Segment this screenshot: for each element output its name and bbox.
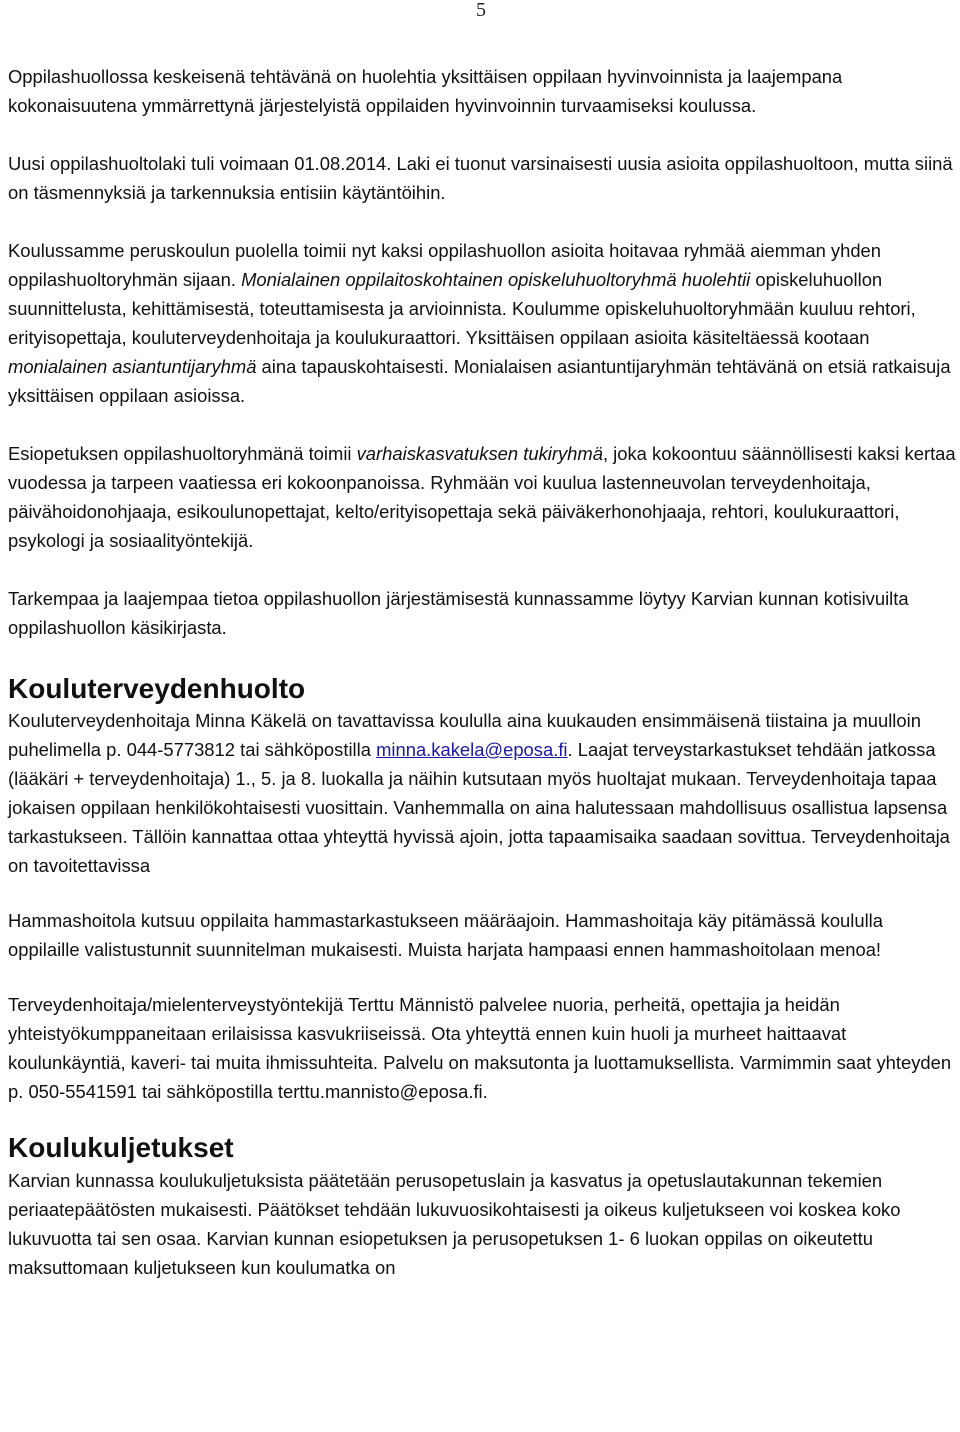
text-segment: Kouluterveydenhoitaja Minna Käkelä on tavattavissa koululla aina kuukauden ensimmäisenä tiistaina ja muulloin puhelimella p. 044-5773812 tai sähköpostilla bbox=[8, 710, 921, 760]
heading-school-transport: Koulukuljetukset bbox=[8, 1132, 234, 1163]
heading-school-health: Kouluterveydenhuolto bbox=[8, 673, 306, 704]
paragraph-preschool-group bbox=[8, 439, 956, 555]
paragraph-student-welfare-purpose: Oppilashuollossa keskeisenä tehtävänä on huolehtia yksittäisen oppilaan hyvinvoinnista ja laajempana kokonaisuutena ymmärrettynä järjestelyistä oppilaiden hyvinvoinnin turvaamiseksi koulussa. bbox=[8, 66, 843, 116]
italic-term-support-group: varhaiskasvatuksen tukiryhmä bbox=[356, 443, 603, 464]
paragraph-more-info: Tarkempaa ja laajempaa tietoa oppilashuollon järjestämisestä kunnassamme löytyy Karvian kunnan kotisivuilta oppilashuollon käsikirjasta. bbox=[8, 588, 909, 638]
text-segment: Koulussamme peruskoulun puolella toimii nyt kaksi oppilashuollon asioita hoitavaa ryhmää aiemman yhden oppilashuoltoryhmän sijaan. bbox=[8, 240, 882, 290]
italic-term-expert-group: monialainen asiantuntijaryhmä bbox=[8, 356, 257, 377]
paragraph-transport: Karvian kunnassa koulukuljetuksista päätetään perusopetuslain ja kasvatus ja opetuslautakunnan tekemien periaatepäätösten mukaisesti. Päätökset tehdään lukuvuosikohtaisesti ja oikeus kuljetukseen voi koskea koko lukuvuotta tai sen osaa. Karvian kunnan esiopetuksen ja perusopetuksen 1- 6 luokan oppilas on oikeutettu maksuttomaan kuljetukseen kun koulumatka on bbox=[8, 1170, 901, 1278]
text-segment: . Laajat terveystarkastukset tehdään jatkossa (lääkäri + terveydenhoitaja) 1., 5. ja 8. luokalla ja näihin kutsutaan myös huoltajat mukaan. Terveydenhoitaja tapaa jokaisen oppilaan henkilökohtaisesti vuosittain. Vanhemmalla on aina halutessaan mahdollisuus osallistua lapsensa tarkastukseen. Tällöin kannattaa ottaa yhteyttä hyvissä ajoin, jotta tapaamisaika saadaan sovittua. Terveydenhoitaja on tavoitettavissa bbox=[8, 739, 950, 876]
paragraph-school-nurse bbox=[8, 706, 956, 880]
text-segment: , joka kokoontuu säännöllisesti kaksi kertaa vuodessa ja tarpeen vaatiessa eri kokoonpanoissa. Ryhmään voi kuulua lastenneuvolan terveydenhoitaja, päivähoidonohjaaja, esikoulunopettajat, kelto/erityisopettaja sekä päiväkerhonohjaaja, rehtori, koulukuraattori, psykologi ja sosiaalityöntekijä. bbox=[8, 443, 956, 551]
text-segment: opiskeluhuollon suunnittelusta, kehittämisestä, toteuttamisesta ja arvioinnista. Koulumme opiskeluhuoltoryhmään kuuluu rehtori, erityisopettaja, kouluterveydenhoitaja ja koulukuraattori. Yksittäisen oppilaan asioita käsiteltäessä kootaan bbox=[8, 269, 916, 348]
paragraph-mental-health: Terveydenhoitaja/mielenterveystyöntekijä Terttu Männistö palvelee nuoria, perheitä, opettajia ja heidän yhteistyökumppaneitaan erilaisissa kasvukriiseissä. Ota yhteyttä ennen kuin huoli ja murheet haittaavat koulunkäyntiä, kaveri- tai muita ihmissuhteita. Palvelu on maksutonta ja luottamuksellista. Varmimmin saat yhteyden p. 050-5541591 tai sähköpostilla terttu.mannisto@eposa.fi. bbox=[8, 994, 952, 1102]
text-segment: aina tapauskohtaisesti. Monialaisen asiantuntijaryhmän tehtävänä on etsiä ratkaisuja yksittäisen oppilaan asioissa. bbox=[8, 356, 951, 406]
paragraph-welfare-groups bbox=[8, 236, 956, 410]
text-segment: Esiopetuksen oppilashuoltoryhmänä toimii bbox=[8, 443, 357, 464]
paragraph-new-law: Uusi oppilashuoltolaki tuli voimaan 01.08.2014. Laki ei tuonut varsinaisesti uusia asioita oppilashuoltoon, mutta siinä on täsmennyksiä ja tarkennuksia entisiin käytäntöihin. bbox=[8, 153, 953, 203]
paragraph-dental-care: Hammashoitola kutsuu oppilaita hammastarkastukseen määräajoin. Hammashoitaja käy pitämässä koululla oppilaille valistustunnit suunnitelman mukaisesti. Muista harjata hampaasi ennen hammashoitolaan menoa! bbox=[8, 910, 884, 960]
page-number: 5 bbox=[476, 0, 486, 21]
email-link-nurse[interactable]: minna.kakela@eposa.fi bbox=[376, 739, 568, 760]
italic-term-group: Monialainen oppilaitoskohtainen opiskeluhuoltoryhmä huolehtii bbox=[241, 269, 751, 290]
document-body bbox=[8, 62, 956, 1282]
